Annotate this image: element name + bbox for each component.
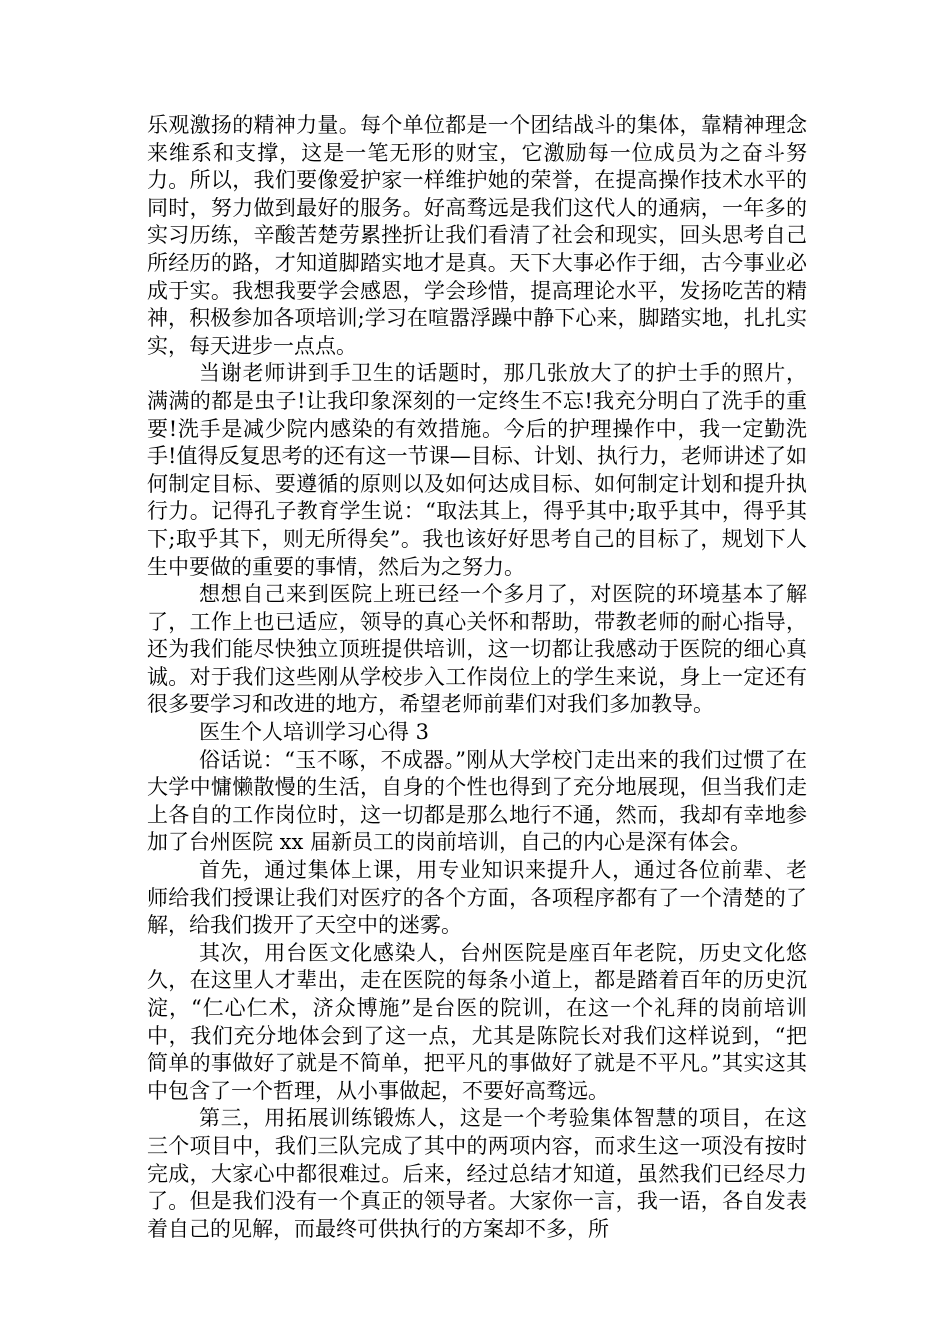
section-title: 医生个人培训学习心得 3 [199,720,430,745]
paragraph-2: 当谢老师讲到手卫生的话题时，那几张放大了的护士手的照片，满满的都是虫子!让我印象深刻的一定终生不忘!我充分明白了洗手的重要!洗手是减少院内感染的有效措施。今后的护理操作中，我一定勤洗手!值得反复思考的还有这一节课—目标、计划、执行力，老师讲述了如何制定目标、要遵循的原则以及如何达成目标、如何制定计划和提升执行力。记得孔子教育学生说：“取法其上，得乎其中;取乎其中，得乎其下;取乎其下，则无所得矣”。我也该好好思考自己的目标了，规划下人生中要做的重要的事情，然后为之努力。 [147,361,807,579]
paragraph-7: 第三，用拓展训练锻炼人，这是一个考验集体智慧的项目，在这三个项目中，我们三队完成了其中的两项内容，而求生这一项没有按时完成，大家心中都很难过。后来，经过总结才知道，虽然我们已经尽力了。但是我们没有一个真正的领导者。大家你一言，我一语，各自发表着自己的见解，而最终可供执行的方案却不多，所 [147,1106,807,1241]
paragraph-5: 首先，通过集体上课，用专业知识来提升人，通过各位前辈、老师给我们授课让我们对医疗的各个方面，各项程序都有了一个清楚的了解，给我们拨开了天空中的迷雾。 [147,858,807,938]
paragraph-6: 其次，用台医文化感染人，台州医院是座百年老院，历史文化悠久，在这里人才辈出，走在医院的每条小道上，都是踏着百年的历史沉淀，“仁心仁术，济众博施”是台医的院训，在这一个礼拜的岗前培训中，我们充分地体会到了这一点，尤其是陈院长对我们这样说到，“把简单的事做好了就是不简单，把平凡的事做好了就是不平凡。”其实这其中包含了一个哲理，从小事做起，不要好高骛远。 [147,940,807,1103]
paragraph-1: 乐观激扬的精神力量。每个单位都是一个团结战斗的集体，靠精神理念来维系和支撑，这是一笔无形的财宝，它激励每一位成员为之奋斗努力。所以，我们要像爱护家一样维护她的荣誉，在提高操作技术水平的同时，努力做到最好的服务。好高骛远是我们这代人的通病，一年多的实习历练，辛酸苦楚劳累挫折让我们看清了社会和现实，回头思考自己所经历的路，才知道脚踏实地才是真。天下大事必作于细，古今事业必成于实。我想我要学会感恩，学会珍惜，提高理论水平，发扬吃苦的精神，积极参加各项培训;学习在喧嚣浮躁中静下心来，脚踏实地，扎扎实实，每天进步一点点。 [147,113,807,358]
paragraph-3: 想想自己来到医院上班已经一个多月了，对医院的环境基本了解了，工作上也已适应，领导的真心关怀和帮助，带教老师的耐心指导，还为我们能尽快独立顶班提供培训，这一切都让我感动于医院的细心真诚。对于我们这些刚从学校步入工作岗位上的学生来说，身上一定还有很多要学习和改进的地方，希望老师前辈们对我们多加教导。 [147,582,807,717]
paragraph-4: 俗话说：“玉不啄，不成器。”刚从大学校门走出来的我们过惯了在大学中慵懒散慢的生活，自身的个性也得到了充分地展现，但当我们走上各自的工作岗位时，这一切都是那么地行不通，然而，我却有幸地参加了台州医院 xx 届新员工的岗前培训，自己的内心是深有体会。 [147,747,807,855]
document-page [147,112,807,1243]
